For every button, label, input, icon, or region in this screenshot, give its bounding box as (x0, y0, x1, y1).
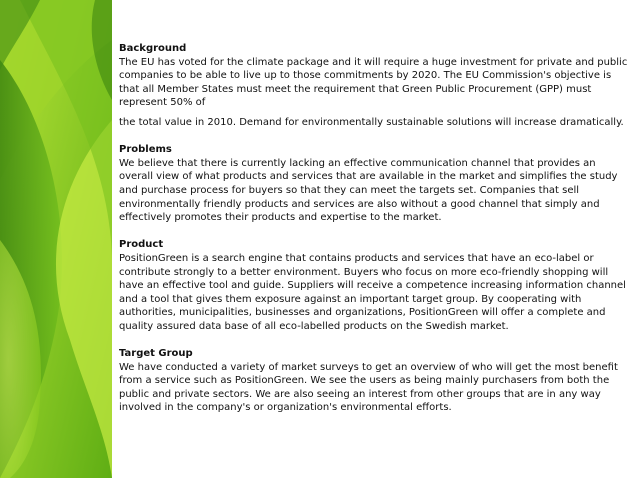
section-heading: Product (119, 239, 164, 251)
section-body: We believe that there is currently lacking an effective communication channel that provides an overall view of what products and services that are available in the market and simplifies the study and purchase process for buyers so that they can meet the targets set. Companies that sell environmentally friendly products and services are also without a good channel that simply and effectively promotes their products and expertise to the market. (119, 157, 618, 224)
section-heading: Problems (119, 144, 172, 156)
decorative-green-panel (0, 0, 112, 478)
section-problems (119, 143, 631, 225)
section-target-group (119, 347, 631, 415)
section-background (119, 42, 631, 130)
section-heading: Target Group (119, 348, 193, 360)
section-product (119, 238, 631, 333)
section-body: We have conducted a variety of market surveys to get an overview of who will get the most benefit from a service such as PositionGreen. We see the users as being mainly purchasers from both the public and private sectors. We are also seeing an interest from other groups that are in any way involved in the company's or organization's environmental efforts. (119, 361, 618, 414)
section-body-continued: the total value in 2010. Demand for environmentally sustainable solutions will increase dramatically. (119, 116, 624, 128)
section-heading: Background (119, 43, 187, 54)
section-body: The EU has voted for the climate package and it will require a huge investment for private and public companies to be able to live up to those commitments by 2020. The EU Commission's objective is that all Member States must meet the requirement that Green Public Procurement (GPP) must represent 50% of (119, 56, 628, 109)
slide-text-body (119, 42, 631, 429)
section-body: PositionGreen is a search engine that contains products and services that have an eco-label or contribute strongly to a better environment. Buyers who focus on more eco-friendly shopping will have an effective tool and guide. Suppliers will receive a competence increasing information channel and a tool that gives them exposure against an important target group. By cooperating with authorities, municipalities, businesses and organizations, PositionGreen will offer a complete and quality assured data base of all eco-labelled products on the Swedish market. (119, 252, 626, 332)
